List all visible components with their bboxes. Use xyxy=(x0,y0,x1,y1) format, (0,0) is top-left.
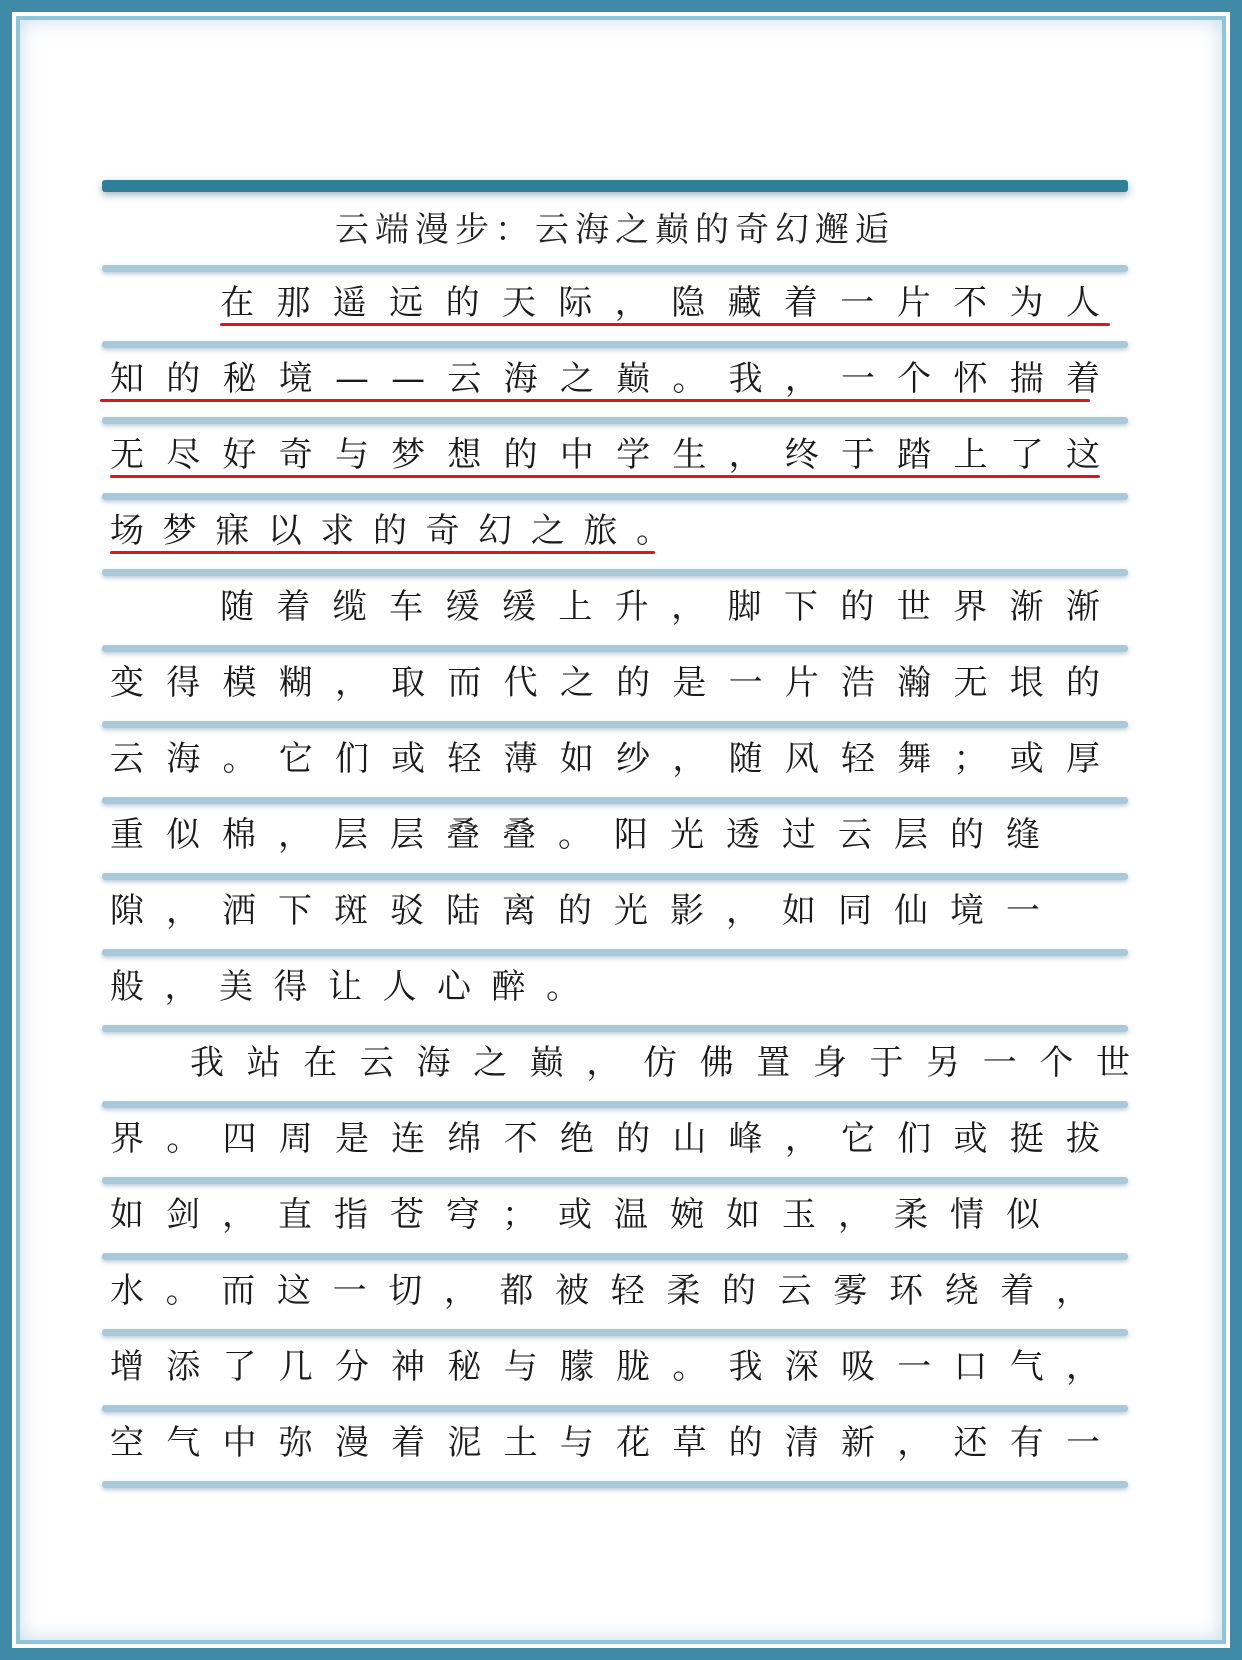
ruled-line xyxy=(102,721,1128,728)
ruled-line xyxy=(102,1405,1128,1412)
ruled-line xyxy=(102,417,1128,424)
ruled-line xyxy=(102,1177,1128,1184)
ruled-line xyxy=(102,797,1128,804)
essay-line: 般 ， 美 得 让 人 心 醉 。 xyxy=(110,967,580,1007)
essay-line: 云 海 。 它 们 或 轻 薄 如 纱 ， 随 风 轻 舞 ； 或 厚 xyxy=(110,739,1100,779)
essay-line: 水 。 而 这 一 切 ， 都 被 轻 柔 的 云 雾 环 绕 着 ， xyxy=(110,1271,1090,1311)
ruled-line xyxy=(102,1253,1128,1260)
essay-line: 场 梦 寐 以 求 的 奇 幻 之 旅 。 xyxy=(110,511,670,551)
essay-line: 如 剑 ， 直 指 苍 穹 ； 或 温 婉 如 玉 ， 柔 情 似 xyxy=(110,1195,1040,1235)
essay-line: 重 似 棉 ， 层 层 叠 叠 。 阳 光 透 过 云 层 的 缝 xyxy=(110,815,1040,855)
ruled-line xyxy=(102,1329,1128,1336)
header-bar xyxy=(102,180,1128,192)
essay-line: 空 气 中 弥 漫 着 泥 土 与 花 草 的 清 新 ， 还 有 一 xyxy=(110,1423,1100,1463)
ruled-line xyxy=(102,493,1128,500)
ruled-line xyxy=(102,569,1128,576)
essay-line: 无 尽 好 奇 与 梦 想 的 中 学 生 ， 终 于 踏 上 了 这 xyxy=(110,435,1100,475)
essay-title: 云端漫步：云海之巅的奇幻邂逅 xyxy=(335,210,895,250)
ruled-line xyxy=(102,1025,1128,1032)
essay-line: 增 添 了 几 分 神 秘 与 朦 胧 。 我 深 吸 一 口 气 ， xyxy=(110,1347,1100,1387)
ruled-line xyxy=(102,1481,1128,1488)
red-underline xyxy=(110,475,1100,478)
essay-line: 隙 ， 洒 下 斑 驳 陆 离 的 光 影 ， 如 同 仙 境 一 xyxy=(110,891,1040,931)
essay-line: 变 得 模 糊 ， 取 而 代 之 的 是 一 片 浩 瀚 无 垠 的 xyxy=(110,663,1100,703)
red-underline xyxy=(100,399,1090,402)
ruled-line xyxy=(102,949,1128,956)
ruled-line xyxy=(102,873,1128,880)
ruled-line xyxy=(102,1101,1128,1108)
essay-line: 界 。 四 周 是 连 绵 不 绝 的 山 峰 ， 它 们 或 挺 拔 xyxy=(110,1119,1100,1159)
ruled-line xyxy=(102,645,1128,652)
essay-line: 知 的 秘 境 — — 云 海 之 巅 。 我 ， 一 个 怀 揣 着 xyxy=(110,359,1100,399)
essay-line: 我 站 在 云 海 之 巅 ， 仿 佛 置 身 于 另 一 个 世 xyxy=(190,1043,1130,1083)
essay-line: 随 着 缆 车 缓 缓 上 升 ， 脚 下 的 世 界 渐 渐 xyxy=(220,587,1100,627)
ruled-line xyxy=(102,341,1128,348)
ruled-line xyxy=(102,265,1128,272)
red-underline xyxy=(110,551,655,554)
red-underline xyxy=(220,323,1110,326)
essay-line: 在 那 遥 远 的 天 际 ， 隐 藏 着 一 片 不 为 人 xyxy=(220,283,1100,323)
